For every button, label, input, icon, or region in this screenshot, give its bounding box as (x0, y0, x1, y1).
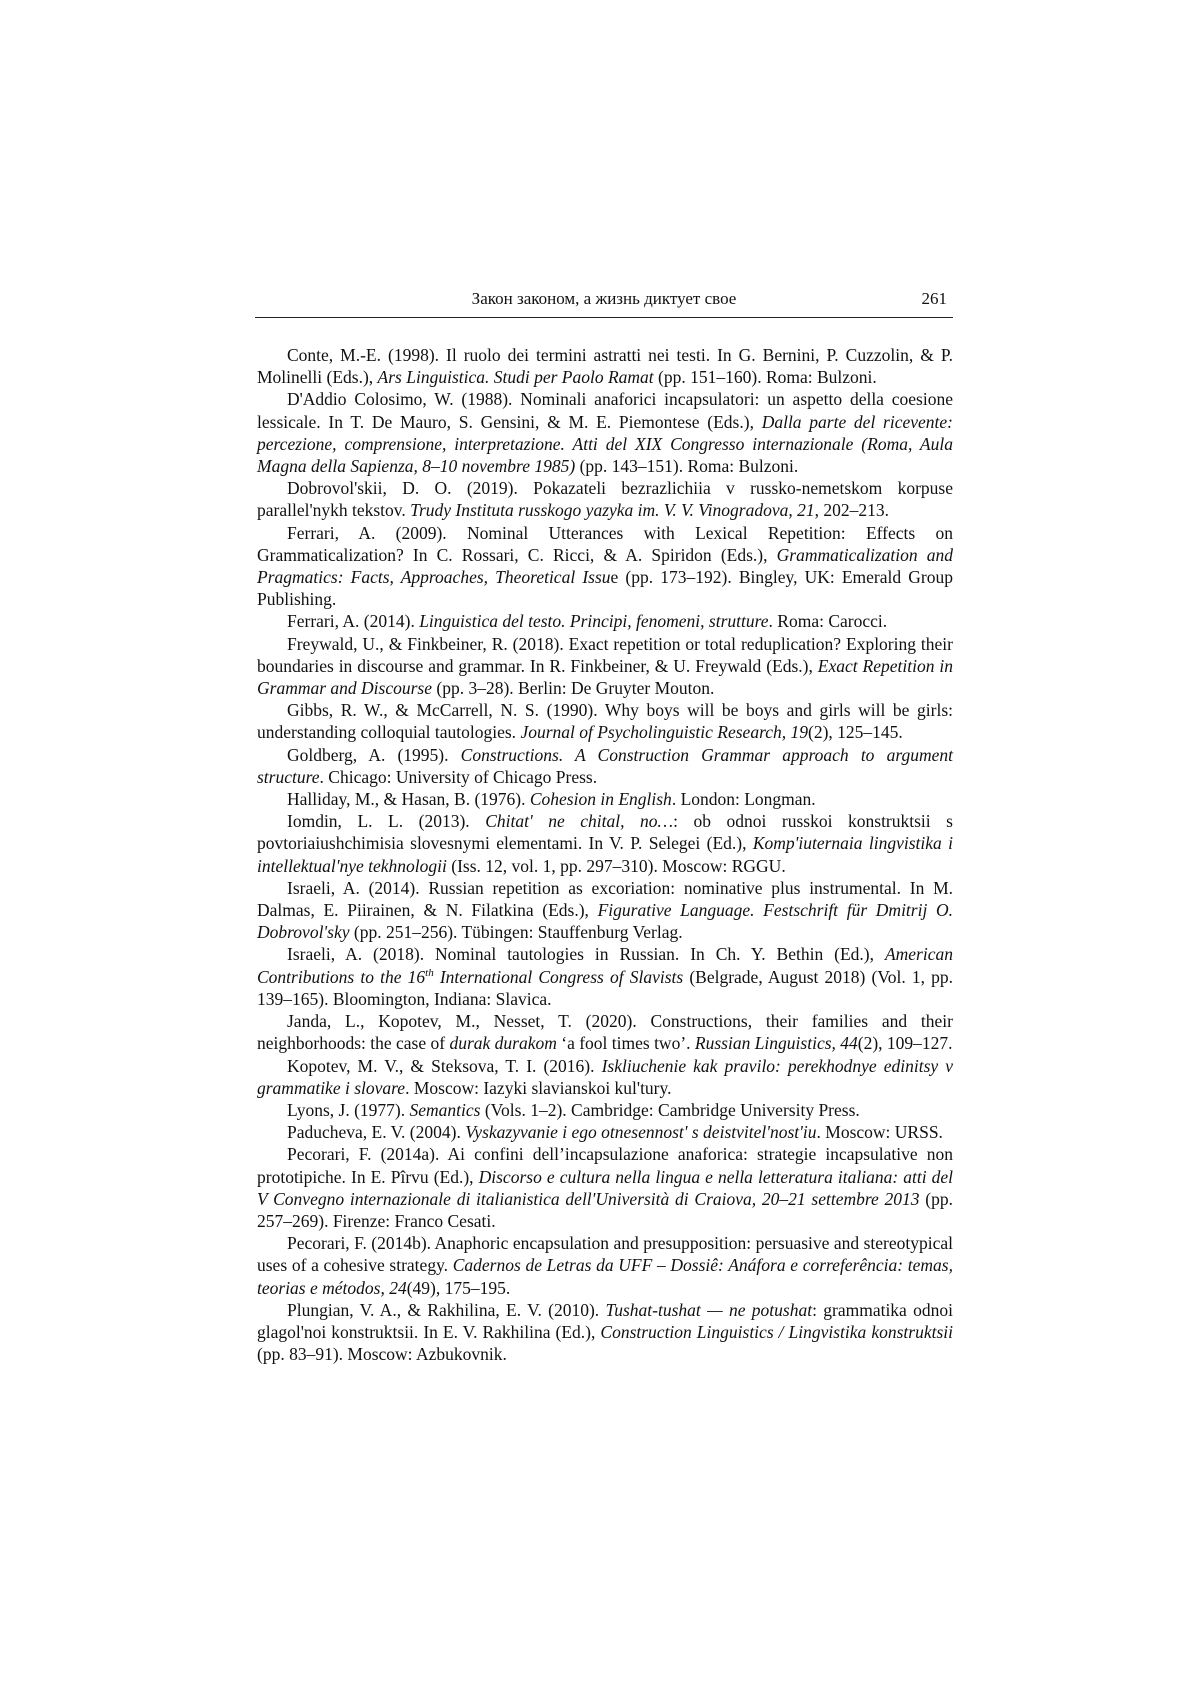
reference-title: Chitat' ne chital, no… (485, 811, 674, 832)
reference-title: Dalla parte del ricevente: percezione, comprensione, interpretazione. Atti del XIX Congresso internazionale (Roma, Aula Magna della Sapienza, 8–10 novembre 1985) (257, 411, 953, 477)
reference-title: Cohesion in English (529, 789, 672, 810)
reference-text: (pp. 83–91). Moscow: Azbukovnik. (257, 1344, 507, 1365)
reference-entry (257, 1121, 953, 1143)
running-header (255, 287, 953, 318)
reference-text: Janda, L., Kopotev, M., Nesset, T. (2020). Constructions, their families and their neighborhoods: the case of (257, 1011, 953, 1054)
reference-text: Iomdin, L. L. (2013). (287, 811, 486, 832)
reference-text: . Roma: Carocci. (768, 611, 888, 632)
reference-entry (257, 699, 953, 743)
reference-title: Linguistica del testo. Principi, fenomeni, strutture (419, 611, 769, 632)
reference-text: (2), 125–145. (808, 722, 903, 743)
reference-text: (2), 109–127. (857, 1033, 953, 1054)
reference-text: : ob odnoi russkoi konstruktsii s povtoriaiushchimisia slovesnymi elementami. In V. P. Selegei (Ed.), (257, 811, 953, 854)
reference-text: (pp. 3–28). Berlin: De Gruyter Mouton. (432, 678, 715, 699)
reference-entry (257, 477, 953, 521)
reference-text: (pp. 143–151). Roma: Bulzoni. (575, 456, 799, 477)
reference-entry (257, 877, 953, 944)
reference-text: (Belgrade, August 2018) (Vol. 1, pp. 139–165). Bloomington, Indiana: Slavica. (257, 966, 953, 1009)
reference-title: Semantics (409, 1099, 481, 1120)
reference-text: (pp. 251–256). Tübingen: Stauffenburg Verlag. (349, 922, 683, 943)
reference-title: Cadernos de Letras da UFF – Dossiê: Anáfora e correferência: temas, teorias e métodos, 24 (257, 1255, 953, 1298)
reference-text: Goldberg, A. (1995). (287, 744, 461, 765)
reference-title: Russian Linguistics, 44 (694, 1033, 858, 1054)
reference-title: durak durakom (449, 1033, 557, 1054)
reference-title: Grammaticalization and Pragmatics: Facts, Approaches, Theoretical Issu (257, 544, 953, 588)
reference-text: Gibbs, R. W., & McCarrell, N. S. (1990). Why boys will be boys and girls will be girls: understanding colloquial tautologies. (257, 700, 953, 743)
reference-entry (257, 788, 953, 810)
reference-text: : grammatika odnoi glagol'noi konstruktsii. In E. V. Rakhilina (Ed.), (257, 1299, 953, 1342)
reference-title: Ars Linguistica. Studi per Paolo Ramat (377, 367, 654, 388)
reference-text: Ferrari, A. (2009). Nominal Utterances with Lexical Repetition: Effects on Grammaticalization? In C. Rossari, C. Ricci, & A. Spiridon (Eds.), (257, 522, 953, 565)
reference-entry (257, 943, 953, 1010)
reference-entry (257, 1299, 953, 1366)
reference-text: Pecorari, F. (2014b). Anaphoric encapsulation and presupposition: persuasive and stereotypical uses of a cohesive strategy. (257, 1233, 953, 1276)
reference-title: Figurative Language. Festschrift für Dmitrij O. Dobrovol'sky (257, 900, 953, 943)
reference-text: Conte, M.-E. (1998). Il ruolo dei termini astratti nei testi. In G. Bernini, P. Cuzzolin, & P. Molinelli (Eds.), (257, 345, 953, 388)
reference-entry (257, 388, 953, 477)
reference-entry (257, 1232, 953, 1299)
reference-text: Ferrari, A. (2014). (287, 611, 420, 632)
reference-text: ‘a fool times two’. (556, 1033, 695, 1054)
reference-entry (257, 810, 953, 877)
page-number: 261 (921, 289, 947, 308)
reference-entry (257, 1010, 953, 1054)
reference-entry (257, 610, 953, 632)
reference-text: th (425, 966, 434, 979)
reference-text: Israeli, A. (2018). Nominal tautologies in Russian. In Ch. Y. Bethin (Ed.), (287, 944, 885, 965)
reference-entry (257, 744, 953, 788)
reference-title: Discorso e cultura nella lingua e nella letteratura italiana: atti del V Convegno internazionale di italianistica dell'Università di Craiova, 20–21 settembre 2013 (257, 1166, 953, 1209)
reference-text: Pecorari, F. (2014a). Ai confini dell’incapsulazione anaforica: strategie incapsulative non prototipiche. In E. Pîrvu (Ed.), (257, 1144, 953, 1187)
reference-text: . Moscow: URSS. (816, 1122, 943, 1143)
reference-title: Journal of Psycholinguistic Research, 19 (520, 722, 808, 743)
reference-text: . Chicago: University of Chicago Press. (319, 766, 598, 787)
reference-text: Paducheva, E. V. (2004). (287, 1122, 466, 1143)
reference-text: D'Addio Colosimo, W. (1988). Nominali anaforici incapsulatori: un aspetto della coesione lessicale. In T. De Mauro, S. Gensini, & M. E. Piemontese (Eds.), (257, 389, 953, 432)
reference-text: , 202–213. (814, 500, 889, 521)
reference-title: Exact Repetition in Grammar and Discourse (257, 655, 953, 699)
reference-title: Constructions. A Construction Grammar approach to argument structure (257, 744, 953, 787)
reference-text: (Vols. 1–2). Cambridge: Cambridge University Press. (480, 1099, 860, 1120)
reference-text: (49), 175–195. (406, 1277, 511, 1298)
reference-entry (257, 1143, 953, 1232)
reference-title: Vyskazyvanie i ego otnesennost' s deistvitel'nost'iu (465, 1122, 817, 1143)
running-title: Закон законом, а жизнь диктует свое (471, 289, 737, 308)
reference-text: (Iss. 12, vol. 1, pp. 297–310). Moscow: RGGU. (446, 855, 786, 876)
reference-text: Lyons, J. (1977). (287, 1099, 410, 1120)
reference-text: Plungian, V. A., & Rakhilina, E. V. (2010). (287, 1299, 606, 1320)
reference-text: (pp. 151–160). Roma: Bulzoni. (653, 367, 877, 388)
reference-title: Komp'iuternaia lingvistika i intellektual'nye tekhnologii (257, 833, 954, 876)
reference-text: Halliday, M., & Hasan, B. (1976). (287, 789, 530, 810)
reference-title: Tushat-tushat — ne potushat (605, 1299, 813, 1320)
reference-entry (257, 1099, 953, 1121)
reference-text: (pp. 257–269). Firenze: Franco Cesati. (257, 1188, 954, 1231)
reference-entry (257, 633, 953, 700)
reference-entry (257, 522, 953, 611)
reference-entry (257, 1055, 953, 1099)
reference-text: Israeli, A. (2014). Russian repetition as excoriation: nominative plus instrumental. In M. Dalmas, E. Piirainen, & N. Filatkina (Eds.), (257, 877, 953, 921)
reference-title: International Congress of Slavists (433, 966, 684, 987)
reference-title: Iskliuchenie kak pravilo: perekhodnye edinitsy v grammatike i slovare (257, 1055, 953, 1098)
reference-text: e (pp. 173–192). Bingley, UK: Emerald Group Publishing. (257, 567, 953, 610)
reference-title: Trudy Instituta russkogo yazyka im. V. V. Vinogradova, 21 (410, 500, 815, 521)
reference-text: . Moscow: Iazyki slavianskoi kul'tury. (405, 1077, 672, 1098)
reference-text: Freywald, U., & Finkbeiner, R. (2018). Exact repetition or total reduplication? Exploring their boundaries in discourse and grammar. In R. Finkbeiner, & U. Freywald (Eds.), (257, 633, 953, 676)
reference-list (257, 344, 953, 1365)
reference-text: Dobrovol'skii, D. O. (2019). Pokazateli bezrazlichiia v russko-nemetskom korpuse parallel'nykh tekstov. (257, 478, 953, 521)
reference-text: . London: Longman. (671, 789, 816, 810)
reference-entry (257, 344, 953, 388)
reference-title: Construction Linguistics / Lingvistika konstruktsii (600, 1321, 953, 1342)
reference-text: Kopotev, M. V., & Steksova, T. I. (2016). (287, 1055, 602, 1076)
reference-title: American Contributions to the 16 (257, 944, 953, 987)
